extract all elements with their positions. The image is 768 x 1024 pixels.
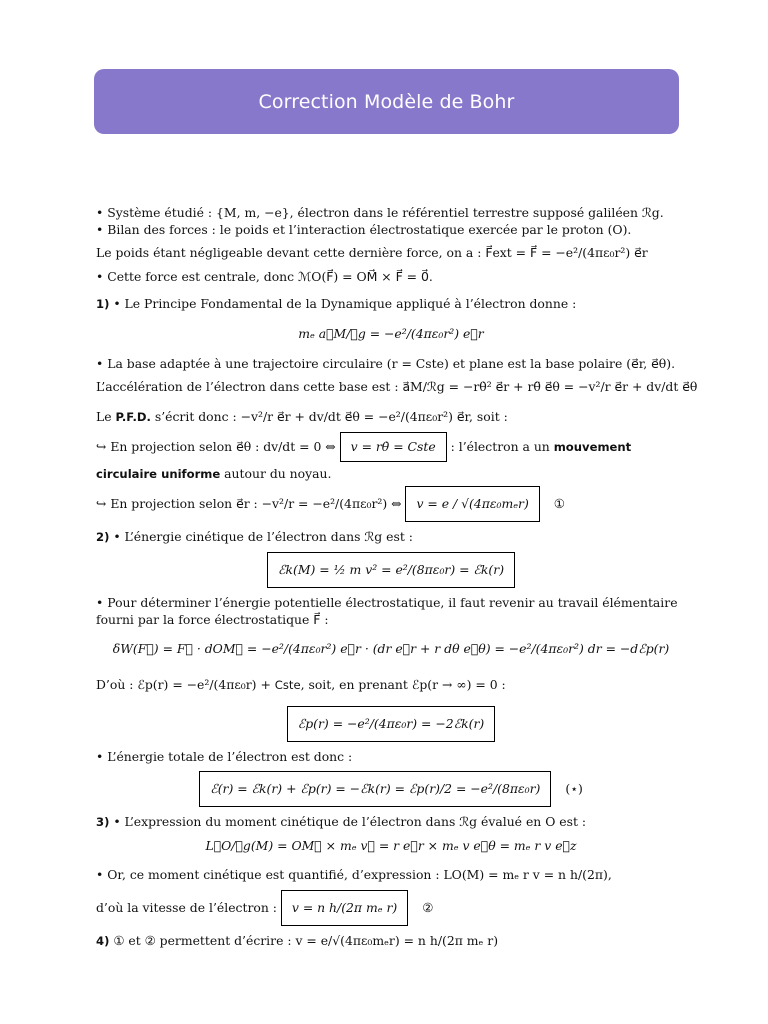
boxed-result-v-constant: v = rθ̇ = Cste	[340, 432, 447, 462]
paragraph-potential-intro: • Pour déterminer l’énergie potentielle électrostatique, il faut revenir au travail élémentaire fourni par la force électrostatique F⃗ :	[96, 595, 678, 627]
marker-star: (⋆)	[565, 781, 583, 796]
section-1-text: • Le Principe Fondamental de la Dynamique appliqué à l’électron donne :	[109, 296, 577, 311]
paragraph-weight: Le poids étant négligeable devant cette dernière force, on a : F⃗ext = F⃗ = −e²/(4πε₀r²) e⃗r	[96, 245, 648, 260]
paragraph-total-energy: • L’énergie totale de l’électron est donc :	[96, 749, 353, 764]
marker-1: ①	[553, 496, 565, 511]
boxed-kinetic-energy: ℰk(M) = ½ m v² = e²/(8πε₀r) = ℰk(r)	[267, 552, 515, 588]
page-title: Correction Modèle de Bohr	[258, 90, 515, 113]
equation-total-wrap	[96, 765, 686, 813]
pfd-text-a: Le	[96, 409, 116, 424]
potential-text-b: , soit, en prenant ℰp(r → ∞) = 0 :	[300, 677, 506, 692]
pfd-abbrev: P.F.D.	[115, 410, 151, 424]
proj-theta-text: ↪ En projection selon e⃗θ : dv/dt = 0 ⇔	[96, 439, 340, 454]
section-4-heading	[96, 926, 686, 956]
paragraph-central-force: • Cette force est centrale, donc ℳO(F⃗) = OM⃗ × F⃗ = 0⃗.	[96, 269, 433, 284]
section-1-heading	[96, 295, 686, 313]
boxed-potential-energy: ℰp(r) = −e²/(4πε₀r) = −2ℰk(r)	[287, 706, 496, 742]
potential-cste: Cste	[274, 678, 301, 692]
section-1-number: 1)	[96, 297, 110, 311]
boxed-quantized-velocity: v = n h/(2π mₑ r)	[281, 890, 408, 926]
boxed-result-velocity: v = e / √(4πε₀mₑr)	[405, 486, 539, 522]
paragraph-projection-theta	[96, 432, 686, 486]
potential-text-a: D’où : ℰp(r) = −e²/(4πε₀r) +	[96, 677, 275, 692]
paragraph-quantization: • Or, ce moment cinétique est quantifié, d’expression : LO(M) = mₑ r v = n h/(2π),	[96, 867, 612, 882]
velocity-text: d’où la vitesse de l’électron :	[96, 900, 281, 915]
boxed-total-energy: ℰ(r) = ℰk(r) + ℰp(r) = −ℰk(r) = ℰp(r)/2 = −e²/(8πε₀r)	[199, 771, 551, 807]
uniform-circular-motion: mouvement circulaire uniforme	[96, 440, 632, 481]
section-2-heading	[96, 528, 686, 546]
pfd-text-c: s’écrit donc : −v²/r e⃗r + dv/dt e⃗θ = −e²/(4πε₀r²) e⃗r, soit :	[150, 409, 508, 424]
equation-pfd: mₑ a⃗M/ℛg = −e²/(4πε₀r²) e⃗r	[298, 326, 484, 341]
paragraph-system: • Système étudié : {M, m, −e}, électron dans le référentiel terrestre supposé galiléen ℛg.	[96, 205, 664, 220]
equation-angular-momentum: L⃗O/ℛg(M) = OM⃗ × mₑ v⃗ = r e⃗r × mₑ v e⃗θ = mₑ r v e⃗z	[205, 838, 577, 853]
proj-theta-text-d: autour du noyau.	[220, 466, 332, 481]
equation-kinetic-wrap	[96, 546, 686, 594]
marker-2: ②	[422, 900, 434, 915]
paragraph-pfd-written	[96, 402, 686, 432]
equation-work: δW(F⃗) = F⃗ · dOM⃗ = −e²/(4πε₀r²) e⃗r · (dr e⃗r + r dθ e⃗θ) = −e²/(4πε₀r²) dr = −dℰp(r)	[112, 641, 670, 656]
section-2-number: 2)	[96, 530, 110, 544]
paragraph-polar-basis: • La base adaptée à une trajectoire circulaire (r = Cste) et plane est la base polaire (e⃗r, e⃗θ).	[96, 356, 676, 371]
paragraph-velocity-quantized	[96, 890, 686, 926]
paragraph-projection-r	[96, 486, 686, 522]
paragraph-forces: • Bilan des forces : le poids et l’interaction électrostatique exercée par le proton (O).	[96, 222, 632, 237]
proj-theta-text-c: : l’électron a un	[446, 439, 554, 454]
section-4-text: ① et ② permettent d’écrire : v = e/√(4πε₀mₑr) = n h/(2π mₑ r)	[109, 933, 499, 948]
section-2-text: • L’énergie cinétique de l’électron dans ℛg est :	[109, 529, 413, 544]
title-banner	[94, 69, 679, 134]
section-3-number: 3)	[96, 815, 110, 829]
document-body	[96, 204, 698, 956]
equation-potential-wrap	[96, 700, 686, 748]
paragraph-acceleration: L’accélération de l’électron dans cette base est : a⃗M/ℛg = −rθ̇² e⃗r + rθ̈ e⃗θ = −v²/r e⃗r + dv/dt e⃗θ	[96, 379, 698, 394]
section-3-heading	[96, 813, 686, 831]
section-4-number: 4)	[96, 934, 110, 948]
section-3-text: • L’expression du moment cinétique de l’électron dans ℛg évalué en O est :	[109, 814, 587, 829]
paragraph-potential	[96, 670, 686, 700]
proj-r-text: ↪ En projection selon e⃗r : −v²/r = −e²/(4πε₀r²) ⇔	[96, 496, 406, 511]
